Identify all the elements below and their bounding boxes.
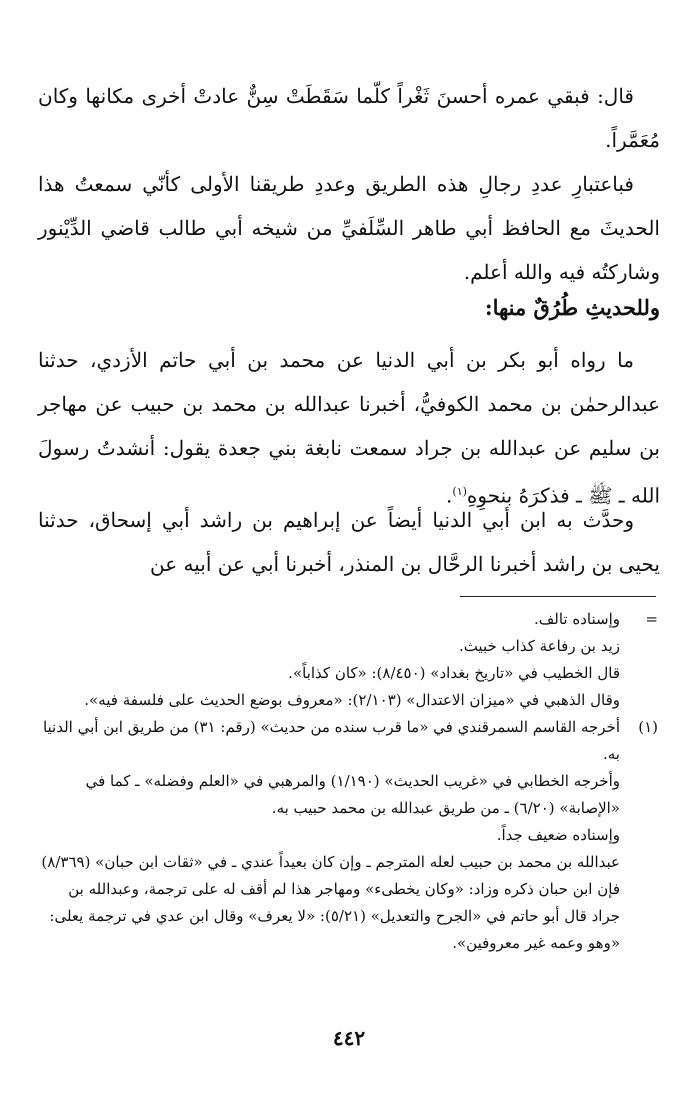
paragraph-4 xyxy=(38,498,660,586)
paragraph-2 xyxy=(38,162,660,294)
footnote-line: وقال الذهبي في «ميزان الاعتدال» (٢/١٠٣): «معروف بوضع الحديث على فلسفة فيه». xyxy=(84,691,620,709)
footnote-line: أخرجه القاسم السمرقندي في «ما قرب سنده من حديث» (رقم: ٣١) من طريق ابن أبي الدنيا به. xyxy=(42,718,620,763)
footnote-1-body xyxy=(38,714,620,957)
footnote-divider xyxy=(460,596,656,597)
footnote-1-marker: (١) xyxy=(638,718,658,736)
paragraph-3-text xyxy=(38,338,660,518)
paragraph-4-text: وحدَّث به ابن أبي الدنيا أيضاً عن إبراهيم بن راشد أبي إسحاق، حدثنا يحيى بن راشد أخبرنا الرحَّال بن المنذر، أخبرنا أبي عن أبيه عن xyxy=(38,508,660,576)
paragraph-3-end: . xyxy=(446,483,453,508)
paragraph-3-main: ما رواه أبو بكر بن أبي الدنيا عن محمد بن أبي حاتم الأزدي، حدثنا عبدالرحمٰن بن محمد الكوفيُّ، أخبرنا عبدالله بن محمد بن حبيب عن مهاجر بن سليم عن عبدالله بن جراد سمعت نابغة بني جعدة يقول: أنشدتُ رسولَ الله ـ ﷺ ـ فذكرَهُ بنحوِهِ xyxy=(38,348,660,508)
footnote-line: زيد بن رفاعة كذاب خبيث. xyxy=(458,637,620,655)
section-heading: وللحديثِ طُرُقٌ منها: xyxy=(484,295,660,320)
paragraph-2-text: فباعتبارِ عددِ رجالِ هذه الطريق وعددِ طريقنا الأولى كأنّي سمعتُ هذا الحديثَ مع الحافظ أبي طاهر السِّلَفيِّ من شيخه أبي طالب قاضي الدِّيْنور وشاركتُه فيه والله أعلم. xyxy=(38,172,660,284)
footnote-line: قال الخطيب في «تاريخ بغداد» (٨/٤٥٠): «كان كذاباً». xyxy=(288,664,620,682)
footnote-line: وإسناده ضعيف جداً. xyxy=(496,826,620,844)
footnote-1 xyxy=(38,714,658,957)
footnote-line: عبدالله بن محمد بن حبيب لعله المترجم ـ وإن كان بعيداً عندي ـ في «ثقات ابن حبان» (٨/٣٦٩) فإن ابن حبان ذكره وزاد: «وكان يخطىء» ومهاجر هذا لم أقف له على ترجمة، وعبدالله بن جراد قال أبو حاتم في «الجرح والتعديل» (٥/٢١): «لا يعرف» وقال ابن عدي في ترجمة يعلى: xyxy=(41,853,620,925)
paragraph-1 xyxy=(38,74,660,162)
footnote-ref-1[interactable]: (١) xyxy=(452,485,467,498)
footnote-line: وإسناده تالف. xyxy=(534,610,620,628)
footnote-continued xyxy=(38,606,658,714)
paragraph-3 xyxy=(38,338,660,518)
paragraph-1-text: قال: فبقي عمره أحسنَ ثَغْراً كلّما سَقَطَتْ سِنٌّ عادتْ أخرى مكانها وكان مُعَمَّراً. xyxy=(38,84,660,152)
footnote-line: وأخرجه الخطابي في «غريب الحديث» (١/١٩٠) والمرهبي في «العلم وفضله» ـ كما في «الإصابة» (٦/٢٠) ـ من طريق عبدالله بن محمد حبيب به. xyxy=(85,772,620,817)
footnote-continued-marker: = xyxy=(645,610,658,628)
page-number: ٤٤٢ xyxy=(332,1026,366,1050)
footnote-continued-body xyxy=(38,606,620,714)
footnotes xyxy=(38,606,658,957)
footnote-line: «وهو وعمه غير معروفين». xyxy=(452,934,620,952)
